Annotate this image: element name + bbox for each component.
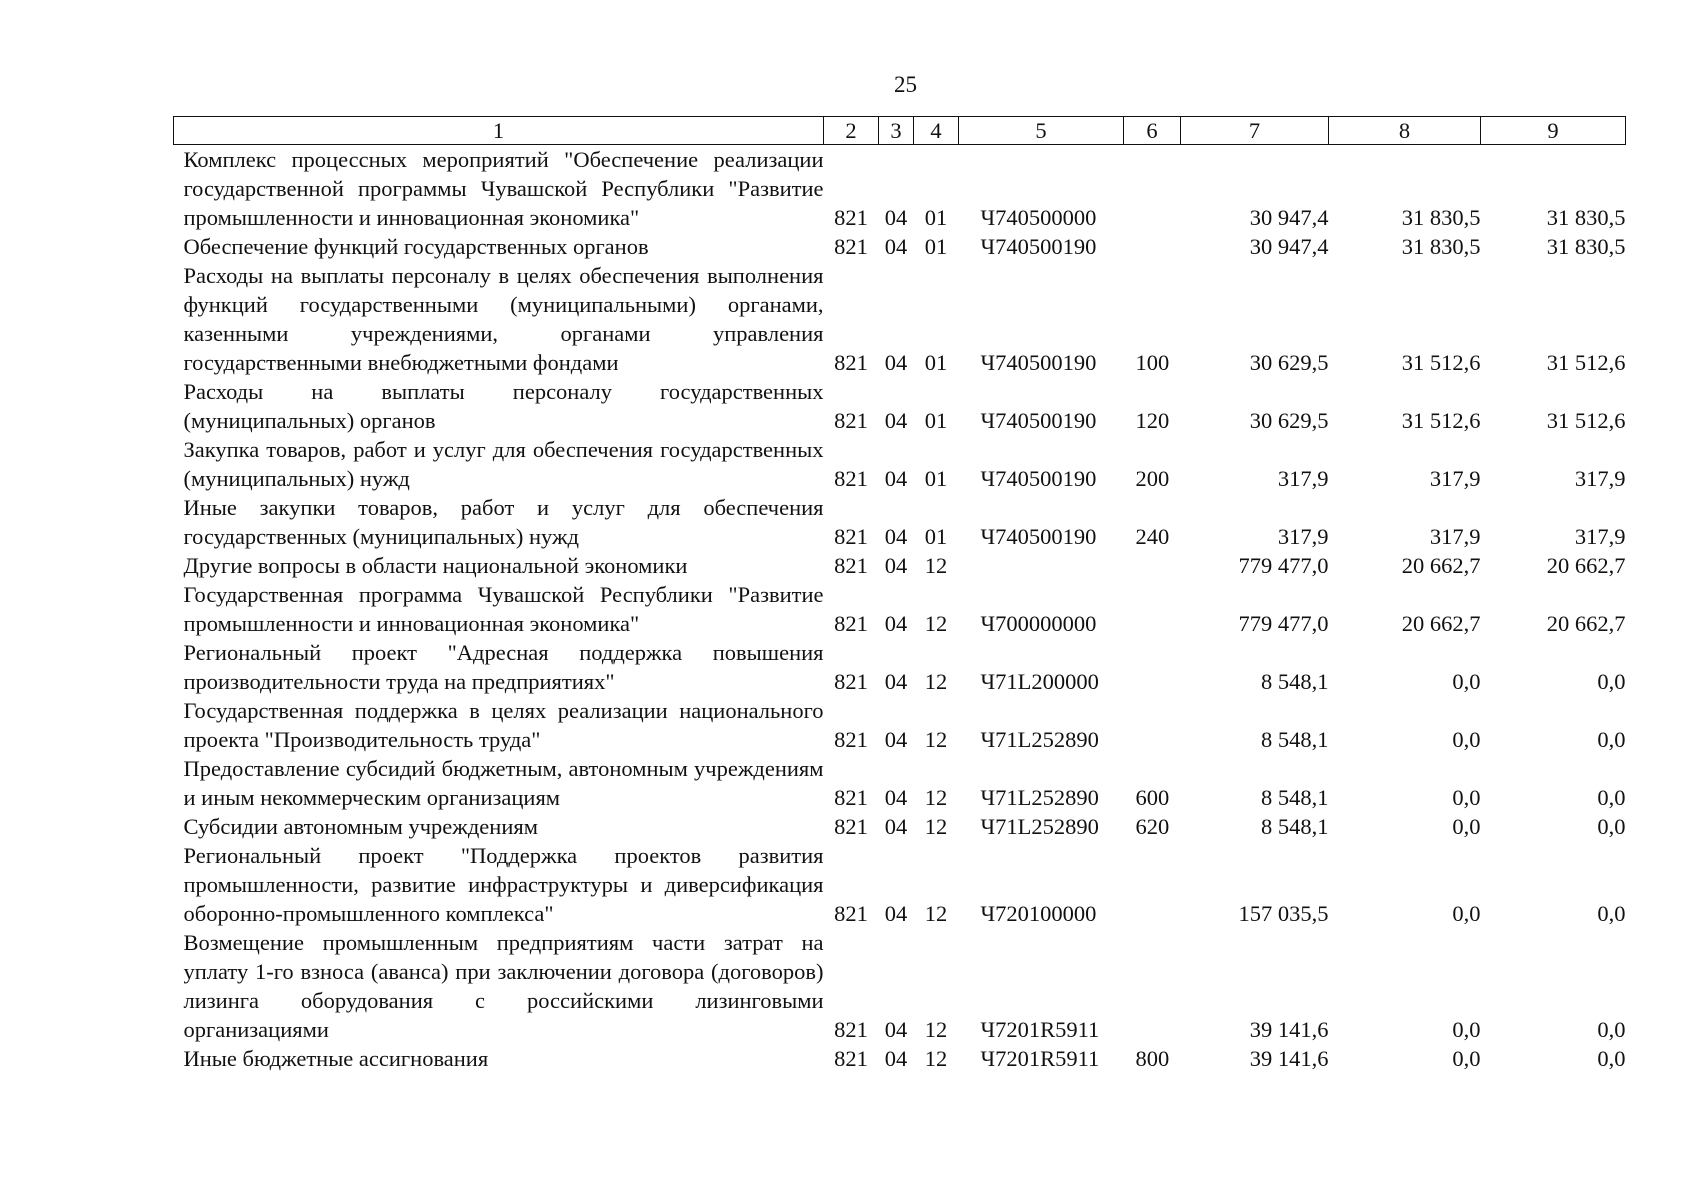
expense-type-code: 240 — [1135, 524, 1170, 549]
column-header-1: 1 — [174, 117, 824, 145]
amount-year-2: 31 830,5 — [1401, 234, 1481, 259]
table-row — [174, 754, 1626, 812]
expense-type-code — [1124, 232, 1181, 261]
column-number-row — [174, 117, 1626, 145]
amount-year-3: 31 512,6 — [1546, 350, 1626, 375]
subsection-code: 12 — [924, 669, 948, 694]
column-header-9: 9 — [1481, 117, 1626, 145]
amount-year-3: 31 830,5 — [1546, 205, 1626, 230]
amount-year-3: 317,9 — [1574, 466, 1626, 491]
amount-year-3: 0,0 — [1597, 1046, 1626, 1071]
ministry-code: 821 — [834, 234, 868, 259]
section-code: 04 — [884, 1017, 908, 1042]
expense-type-code — [1124, 580, 1181, 638]
amount-year-2: 31 830,5 — [1401, 205, 1481, 230]
amount-year-2: 0,0 — [1452, 785, 1481, 810]
subsection-code: 01 — [924, 234, 948, 259]
table-row — [174, 145, 1626, 233]
row-name: Государственная поддержка в целях реализации национального проекта "Производительность труда" — [183, 698, 824, 752]
table-row — [174, 435, 1626, 493]
amount-year-3: 0,0 — [1597, 785, 1626, 810]
table-row — [174, 812, 1626, 841]
amount-year-2: 31 512,6 — [1401, 350, 1481, 375]
ministry-code: 821 — [834, 901, 868, 926]
amount-year-1: 317,9 — [1277, 466, 1329, 491]
amount-year-2: 0,0 — [1452, 814, 1481, 839]
subsection-code: 12 — [924, 901, 948, 926]
amount-year-3: 0,0 — [1597, 814, 1626, 839]
table-body — [174, 145, 1626, 1074]
subsection-code: 01 — [924, 205, 948, 230]
amount-year-1: 8 548,1 — [1261, 785, 1329, 810]
ministry-code: 821 — [834, 1046, 868, 1071]
target-article-code: Ч71L252890 — [980, 727, 1099, 752]
ministry-code: 821 — [834, 350, 868, 375]
section-code: 04 — [884, 234, 908, 259]
section-code: 04 — [884, 553, 908, 578]
column-header-4: 4 — [914, 117, 959, 145]
target-article-code: Ч700000000 — [980, 611, 1097, 636]
ministry-code: 821 — [834, 611, 868, 636]
amount-year-1: 8 548,1 — [1261, 814, 1329, 839]
amount-year-1: 30 629,5 — [1249, 408, 1329, 433]
row-name: Государственная программа Чувашской Республики "Развитие промышленности и инновационная экономика" — [183, 582, 824, 636]
ministry-code: 821 — [834, 727, 868, 752]
row-name: Расходы на выплаты персоналу в целях обеспечения выполнения функций государственными (муниципальными) органами, казенными учреждениями, органами управления государственными внебюджетными фондами — [183, 263, 824, 375]
amount-year-1: 39 141,6 — [1249, 1046, 1329, 1071]
row-name: Иные бюджетные ассигнования — [183, 1046, 489, 1071]
table-row — [174, 841, 1626, 928]
subsection-code: 01 — [924, 350, 948, 375]
section-code: 04 — [884, 524, 908, 549]
amount-year-1: 30 947,4 — [1249, 234, 1329, 259]
subsection-code: 12 — [924, 727, 948, 752]
row-name: Комплекс процессных мероприятий "Обеспечение реализации государственной программы Чувашской Республики "Развитие промышленности и инновационная экономика" — [183, 147, 824, 230]
table-row — [174, 232, 1626, 261]
amount-year-3: 31 830,5 — [1546, 234, 1626, 259]
target-article-code: Ч720100000 — [980, 901, 1097, 926]
section-code: 04 — [884, 901, 908, 926]
subsection-code: 12 — [924, 785, 948, 810]
section-code: 04 — [884, 466, 908, 491]
amount-year-1: 30 629,5 — [1249, 350, 1329, 375]
table-header — [174, 117, 1626, 145]
section-code: 04 — [884, 205, 908, 230]
amount-year-3: 317,9 — [1574, 524, 1626, 549]
section-code: 04 — [884, 727, 908, 752]
column-header-2: 2 — [824, 117, 879, 145]
page-number: 25 — [894, 72, 917, 97]
table-row — [174, 580, 1626, 638]
table-row — [174, 1044, 1626, 1073]
table-row — [174, 377, 1626, 435]
ministry-code: 821 — [834, 669, 868, 694]
target-article-code: Ч740500190 — [980, 234, 1097, 259]
amount-year-1: 8 548,1 — [1261, 669, 1329, 694]
amount-year-3: 0,0 — [1597, 669, 1626, 694]
table-row — [174, 928, 1626, 1044]
expense-type-code: 620 — [1135, 814, 1170, 839]
subsection-code: 12 — [924, 1017, 948, 1042]
column-header-6: 6 — [1124, 117, 1181, 145]
amount-year-1: 779 477,0 — [1238, 611, 1329, 636]
ministry-code: 821 — [834, 1017, 868, 1042]
subsection-code: 12 — [924, 814, 948, 839]
amount-year-2: 317,9 — [1429, 524, 1481, 549]
target-article-code: Ч740500190 — [980, 350, 1097, 375]
table-row — [174, 551, 1626, 580]
amount-year-2: 20 662,7 — [1401, 611, 1481, 636]
row-name: Расходы на выплаты персоналу государственных (муниципальных) органов — [183, 379, 824, 433]
expense-type-code: 100 — [1135, 350, 1170, 375]
row-name: Закупка товаров, работ и услуг для обеспечения государственных (муниципальных) нужд — [183, 437, 824, 491]
subsection-code: 01 — [924, 466, 948, 491]
expense-type-code — [1124, 841, 1181, 928]
row-name: Субсидии автономным учреждениям — [183, 814, 538, 839]
target-article-code: Ч740500190 — [980, 524, 1097, 549]
target-article-code: Ч740500190 — [980, 408, 1097, 433]
expense-type-code — [1124, 551, 1181, 580]
ministry-code: 821 — [834, 814, 868, 839]
column-header-7: 7 — [1181, 117, 1329, 145]
ministry-code: 821 — [834, 553, 868, 578]
amount-year-2: 0,0 — [1452, 669, 1481, 694]
subsection-code: 01 — [924, 408, 948, 433]
subsection-code: 12 — [924, 553, 948, 578]
row-name: Иные закупки товаров, работ и услуг для обеспечения государственных (муниципальных) нужд — [183, 495, 824, 549]
expense-type-code — [1124, 928, 1181, 1044]
amount-year-1: 30 947,4 — [1249, 205, 1329, 230]
amount-year-1: 39 141,6 — [1249, 1017, 1329, 1042]
expense-type-code: 800 — [1135, 1046, 1170, 1071]
section-code: 04 — [884, 785, 908, 810]
amount-year-3: 0,0 — [1597, 901, 1626, 926]
amount-year-1: 157 035,5 — [1238, 901, 1329, 926]
ministry-code: 821 — [834, 408, 868, 433]
amount-year-3: 0,0 — [1597, 727, 1626, 752]
amount-year-1: 8 548,1 — [1261, 727, 1329, 752]
expense-type-code — [1124, 696, 1181, 754]
amount-year-1: 317,9 — [1277, 524, 1329, 549]
expense-type-code — [1124, 638, 1181, 696]
ministry-code: 821 — [834, 785, 868, 810]
row-name: Возмещение промышленным предприятиям части затрат на уплату 1-го взноса (аванса) при заключении договора (договоров) лизинга оборудования с российскими лизинговыми организациями — [183, 930, 824, 1042]
amount-year-3: 31 512,6 — [1546, 408, 1626, 433]
target-article-code — [959, 551, 1124, 580]
amount-year-2: 0,0 — [1452, 901, 1481, 926]
expense-type-code — [1124, 145, 1181, 233]
table-row — [174, 696, 1626, 754]
amount-year-2: 0,0 — [1452, 1046, 1481, 1071]
ministry-code: 821 — [834, 466, 868, 491]
target-article-code: Ч740500190 — [980, 466, 1097, 491]
amount-year-2: 31 512,6 — [1401, 408, 1481, 433]
subsection-code: 12 — [924, 611, 948, 636]
amount-year-1: 779 477,0 — [1238, 553, 1329, 578]
amount-year-3: 0,0 — [1597, 1017, 1626, 1042]
row-name: Обеспечение функций государственных органов — [183, 234, 649, 259]
expense-type-code: 200 — [1135, 466, 1170, 491]
section-code: 04 — [884, 669, 908, 694]
column-header-8: 8 — [1329, 117, 1481, 145]
ministry-code: 821 — [834, 205, 868, 230]
row-name: Региональный проект "Поддержка проектов развития промышленности, развитие инфраструктуры и диверсификация оборонно-промышленного комплекса" — [183, 843, 824, 926]
target-article-code: Ч71L252890 — [980, 785, 1099, 810]
target-article-code: Ч740500000 — [980, 205, 1097, 230]
section-code: 04 — [884, 611, 908, 636]
column-header-3: 3 — [879, 117, 914, 145]
expense-type-code: 120 — [1135, 408, 1170, 433]
column-header-5: 5 — [959, 117, 1124, 145]
expense-type-code: 600 — [1135, 785, 1170, 810]
section-code: 04 — [884, 408, 908, 433]
section-code: 04 — [884, 350, 908, 375]
table-row — [174, 261, 1626, 377]
table-row — [174, 638, 1626, 696]
amount-year-2: 0,0 — [1452, 727, 1481, 752]
amount-year-2: 20 662,7 — [1401, 553, 1481, 578]
amount-year-2: 317,9 — [1429, 466, 1481, 491]
target-article-code: Ч71L200000 — [980, 669, 1099, 694]
subsection-code: 01 — [924, 524, 948, 549]
target-article-code: Ч7201R5911 — [980, 1017, 1100, 1042]
amount-year-2: 0,0 — [1452, 1017, 1481, 1042]
amount-year-3: 20 662,7 — [1546, 611, 1626, 636]
section-code: 04 — [884, 1046, 908, 1071]
table-row — [174, 493, 1626, 551]
row-name: Предоставление субсидий бюджетным, автономным учреждениям и иным некоммерческим организациям — [183, 756, 824, 810]
amount-year-3: 20 662,7 — [1546, 553, 1626, 578]
budget-table — [173, 116, 1626, 1073]
row-name: Региональный проект "Адресная поддержка повышения производительности труда на предприятиях" — [183, 640, 824, 694]
subsection-code: 12 — [924, 1046, 948, 1071]
ministry-code: 821 — [834, 524, 868, 549]
section-code: 04 — [884, 814, 908, 839]
row-name: Другие вопросы в области национальной экономики — [183, 553, 688, 578]
target-article-code: Ч71L252890 — [980, 814, 1099, 839]
target-article-code: Ч7201R5911 — [980, 1046, 1100, 1071]
